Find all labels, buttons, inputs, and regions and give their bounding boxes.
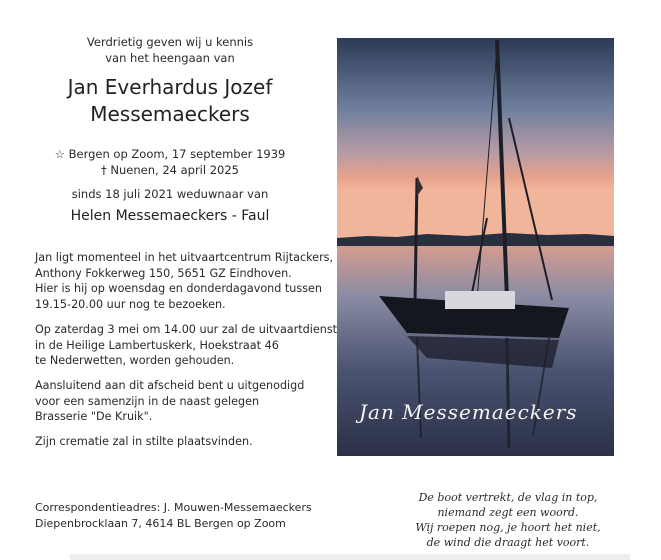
poem-line: de wind die draagt het voort. (426, 536, 590, 549)
sailboat-photo (337, 38, 614, 456)
intro-line-1: Verdrietig geven wij u kennis (86, 35, 254, 49)
paragraph-line: te Nederwetten, worden gehouden. (35, 354, 235, 367)
sailboat-sunset-image (337, 38, 614, 456)
paragraph-line: Hier is hij op woensdag en donderdagavond tussen (35, 282, 323, 295)
signature: Jan Messemaeckers (359, 400, 578, 424)
deceased-name-line-1: Jan Everhardus Jozef (67, 75, 273, 99)
paragraph-line: Brasserie "De Kruik". (35, 410, 153, 423)
correspondence-line-1: Correspondentieadres: J. Mouwen-Messemaeckers (35, 501, 312, 514)
paragraph-line: Zijn crematie zal in stilte plaatsvinden. (35, 435, 253, 448)
birth-date: ☆ Bergen op Zoom, 17 september 1939 (54, 147, 286, 161)
spouse-name: Helen Messemaeckers - Faul (70, 208, 270, 224)
paragraph-line: in de Heilige Lambertuskerk, Hoekstraat 46 (35, 338, 279, 352)
correspondence-line-2: Diepenbrocklaan 7, 4614 BL Bergen op Zoom (35, 516, 286, 530)
paragraph-line: Anthony Fokkerweg 150, 5651 GZ Eindhoven. (35, 266, 292, 280)
intro-line-2: van het heengaan van (105, 51, 235, 65)
paragraph-line: voor een samenzijn in de naast gelegen (35, 394, 260, 408)
poem-line: De boot vertrekt, de vlag in top, (418, 491, 598, 504)
poem-line: niemand zegt een woord. (437, 506, 579, 519)
paragraph-line: Aansluitend aan dit afscheid bent u uitgenodigd (35, 379, 305, 392)
deceased-name-line-2: Messemaeckers (90, 102, 250, 126)
paragraph-line: Jan ligt momenteel in het uitvaartcentrum Rijtackers, (35, 251, 334, 264)
paragraph-line: Op zaterdag 3 mei om 14.00 uur zal de uitvaartdienst (35, 323, 338, 336)
death-date: † Nuenen, 24 april 2025 (100, 163, 239, 177)
widower-line: sinds 18 juli 2021 weduwnaar van (71, 187, 269, 201)
paragraph-line: 19.15-20.00 uur nog te bezoeken. (35, 297, 226, 311)
poem-line: Wij roepen nog, je hoort het niet, (415, 521, 601, 534)
page-edge-bar (70, 554, 630, 560)
